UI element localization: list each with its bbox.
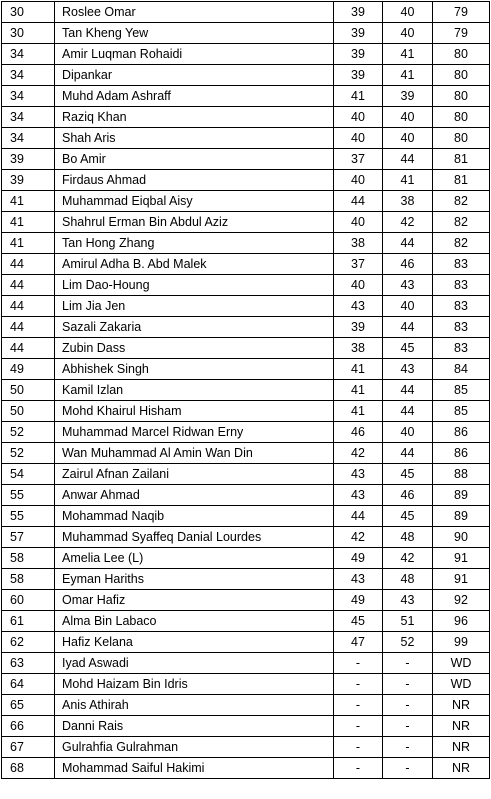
table-row <box>2 44 490 65</box>
player-name-cell: Mohd Khairul Hisham <box>55 401 334 422</box>
position-cell: 58 <box>2 569 55 590</box>
position-cell: 52 <box>2 443 55 464</box>
total-score-cell: 80 <box>433 86 490 107</box>
total-score-cell: 89 <box>433 506 490 527</box>
round-2-score-cell: - <box>383 674 433 695</box>
player-name-cell: Roslee Omar <box>55 2 334 23</box>
position-cell: 68 <box>2 758 55 779</box>
table-row <box>2 359 490 380</box>
player-name-cell: Zairul Afnan Zailani <box>55 464 334 485</box>
position-cell: 39 <box>2 170 55 191</box>
player-name-cell: Sazali Zakaria <box>55 317 334 338</box>
round-2-score-cell: 40 <box>383 107 433 128</box>
player-name-cell: Anis Athirah <box>55 695 334 716</box>
total-score-cell: NR <box>433 695 490 716</box>
round-1-score-cell: 43 <box>334 485 383 506</box>
round-2-score-cell: - <box>383 758 433 779</box>
round-1-score-cell: 39 <box>334 65 383 86</box>
total-score-cell: 80 <box>433 65 490 86</box>
round-1-score-cell: 39 <box>334 44 383 65</box>
total-score-cell: 80 <box>433 107 490 128</box>
total-score-cell: NR <box>433 737 490 758</box>
round-2-score-cell: - <box>383 695 433 716</box>
round-1-score-cell: 40 <box>334 170 383 191</box>
player-name-cell: Eyman Hariths <box>55 569 334 590</box>
table-row <box>2 128 490 149</box>
position-cell: 44 <box>2 296 55 317</box>
round-2-score-cell: 40 <box>383 128 433 149</box>
total-score-cell: 81 <box>433 170 490 191</box>
round-1-score-cell: 41 <box>334 359 383 380</box>
total-score-cell: 96 <box>433 611 490 632</box>
round-1-score-cell: 49 <box>334 548 383 569</box>
round-1-score-cell: 45 <box>334 611 383 632</box>
table-row <box>2 590 490 611</box>
total-score-cell: 82 <box>433 191 490 212</box>
round-2-score-cell: 44 <box>383 401 433 422</box>
table-row <box>2 464 490 485</box>
player-name-cell: Muhd Adam Ashraff <box>55 86 334 107</box>
player-name-cell: Dipankar <box>55 65 334 86</box>
position-cell: 30 <box>2 23 55 44</box>
round-1-score-cell: 44 <box>334 191 383 212</box>
player-name-cell: Muhammad Eiqbal Aisy <box>55 191 334 212</box>
round-1-score-cell: 41 <box>334 401 383 422</box>
table-row <box>2 170 490 191</box>
table-row <box>2 737 490 758</box>
round-2-score-cell: 38 <box>383 191 433 212</box>
round-2-score-cell: 39 <box>383 86 433 107</box>
table-row <box>2 632 490 653</box>
position-cell: 50 <box>2 380 55 401</box>
player-name-cell: Zubin Dass <box>55 338 334 359</box>
table-row <box>2 695 490 716</box>
player-name-cell: Muhammad Marcel Ridwan Erny <box>55 422 334 443</box>
total-score-cell: WD <box>433 674 490 695</box>
round-2-score-cell: 44 <box>383 149 433 170</box>
table-row <box>2 275 490 296</box>
player-name-cell: Abhishek Singh <box>55 359 334 380</box>
table-row <box>2 569 490 590</box>
player-name-cell: Lim Dao-Houng <box>55 275 334 296</box>
results-table-body <box>2 2 490 779</box>
round-1-score-cell: 49 <box>334 590 383 611</box>
round-1-score-cell: 40 <box>334 107 383 128</box>
total-score-cell: 82 <box>433 212 490 233</box>
round-2-score-cell: 43 <box>383 275 433 296</box>
round-2-score-cell: 42 <box>383 212 433 233</box>
total-score-cell: 89 <box>433 485 490 506</box>
position-cell: 67 <box>2 737 55 758</box>
round-2-score-cell: 44 <box>383 317 433 338</box>
position-cell: 62 <box>2 632 55 653</box>
round-1-score-cell: 41 <box>334 86 383 107</box>
table-row <box>2 674 490 695</box>
round-1-score-cell: 39 <box>334 317 383 338</box>
round-2-score-cell: 44 <box>383 380 433 401</box>
position-cell: 60 <box>2 590 55 611</box>
table-row <box>2 86 490 107</box>
position-cell: 52 <box>2 422 55 443</box>
table-row <box>2 758 490 779</box>
round-1-score-cell: 39 <box>334 23 383 44</box>
position-cell: 65 <box>2 695 55 716</box>
round-2-score-cell: 40 <box>383 296 433 317</box>
total-score-cell: 85 <box>433 401 490 422</box>
position-cell: 30 <box>2 2 55 23</box>
round-1-score-cell: - <box>334 737 383 758</box>
position-cell: 61 <box>2 611 55 632</box>
round-2-score-cell: 41 <box>383 65 433 86</box>
total-score-cell: 91 <box>433 548 490 569</box>
total-score-cell: WD <box>433 653 490 674</box>
round-2-score-cell: 45 <box>383 338 433 359</box>
total-score-cell: 83 <box>433 275 490 296</box>
total-score-cell: 88 <box>433 464 490 485</box>
player-name-cell: Mohd Haizam Bin Idris <box>55 674 334 695</box>
round-2-score-cell: 51 <box>383 611 433 632</box>
round-1-score-cell: 42 <box>334 527 383 548</box>
player-name-cell: Muhammad Syaffeq Danial Lourdes <box>55 527 334 548</box>
position-cell: 39 <box>2 149 55 170</box>
round-2-score-cell: 52 <box>383 632 433 653</box>
player-name-cell: Shahrul Erman Bin Abdul Aziz <box>55 212 334 233</box>
round-2-score-cell: 44 <box>383 233 433 254</box>
position-cell: 34 <box>2 86 55 107</box>
position-cell: 57 <box>2 527 55 548</box>
position-cell: 44 <box>2 275 55 296</box>
round-1-score-cell: 41 <box>334 380 383 401</box>
position-cell: 44 <box>2 338 55 359</box>
player-name-cell: Alma Bin Labaco <box>55 611 334 632</box>
round-1-score-cell: - <box>334 674 383 695</box>
total-score-cell: 86 <box>433 422 490 443</box>
total-score-cell: 83 <box>433 254 490 275</box>
player-name-cell: Anwar Ahmad <box>55 485 334 506</box>
total-score-cell: 90 <box>433 527 490 548</box>
round-2-score-cell: - <box>383 653 433 674</box>
round-1-score-cell: 47 <box>334 632 383 653</box>
total-score-cell: 99 <box>433 632 490 653</box>
total-score-cell: 86 <box>433 443 490 464</box>
position-cell: 54 <box>2 464 55 485</box>
round-2-score-cell: 45 <box>383 506 433 527</box>
table-row <box>2 611 490 632</box>
table-row <box>2 716 490 737</box>
total-score-cell: 84 <box>433 359 490 380</box>
round-2-score-cell: - <box>383 716 433 737</box>
player-name-cell: Wan Muhammad Al Amin Wan Din <box>55 443 334 464</box>
table-row <box>2 422 490 443</box>
player-name-cell: Lim Jia Jen <box>55 296 334 317</box>
table-row <box>2 527 490 548</box>
total-score-cell: 85 <box>433 380 490 401</box>
round-2-score-cell: - <box>383 737 433 758</box>
round-2-score-cell: 48 <box>383 527 433 548</box>
round-1-score-cell: 40 <box>334 275 383 296</box>
position-cell: 50 <box>2 401 55 422</box>
table-row <box>2 191 490 212</box>
table-row <box>2 485 490 506</box>
total-score-cell: 81 <box>433 149 490 170</box>
table-row <box>2 317 490 338</box>
round-2-score-cell: 48 <box>383 569 433 590</box>
round-1-score-cell: - <box>334 758 383 779</box>
total-score-cell: 79 <box>433 2 490 23</box>
player-name-cell: Bo Amir <box>55 149 334 170</box>
round-2-score-cell: 46 <box>383 254 433 275</box>
player-name-cell: Amir Luqman Rohaidi <box>55 44 334 65</box>
position-cell: 34 <box>2 65 55 86</box>
total-score-cell: NR <box>433 716 490 737</box>
table-row <box>2 254 490 275</box>
round-2-score-cell: 41 <box>383 170 433 191</box>
round-2-score-cell: 43 <box>383 359 433 380</box>
player-name-cell: Hafiz Kelana <box>55 632 334 653</box>
player-name-cell: Iyad Aswadi <box>55 653 334 674</box>
round-1-score-cell: 44 <box>334 506 383 527</box>
table-row <box>2 2 490 23</box>
player-name-cell: Amirul Adha B. Abd Malek <box>55 254 334 275</box>
position-cell: 55 <box>2 506 55 527</box>
table-row <box>2 443 490 464</box>
table-row <box>2 338 490 359</box>
position-cell: 44 <box>2 254 55 275</box>
round-2-score-cell: 46 <box>383 485 433 506</box>
position-cell: 66 <box>2 716 55 737</box>
total-score-cell: NR <box>433 758 490 779</box>
round-2-score-cell: 43 <box>383 590 433 611</box>
table-row <box>2 23 490 44</box>
player-name-cell: Danni Rais <box>55 716 334 737</box>
table-row <box>2 296 490 317</box>
round-2-score-cell: 40 <box>383 2 433 23</box>
round-1-score-cell: 43 <box>334 464 383 485</box>
position-cell: 34 <box>2 107 55 128</box>
player-name-cell: Gulrahfia Gulrahman <box>55 737 334 758</box>
round-1-score-cell: 42 <box>334 443 383 464</box>
round-1-score-cell: - <box>334 716 383 737</box>
position-cell: 41 <box>2 212 55 233</box>
round-1-score-cell: 46 <box>334 422 383 443</box>
round-1-score-cell: 43 <box>334 296 383 317</box>
position-cell: 41 <box>2 191 55 212</box>
total-score-cell: 83 <box>433 338 490 359</box>
table-row <box>2 233 490 254</box>
total-score-cell: 79 <box>433 23 490 44</box>
table-row <box>2 107 490 128</box>
results-table <box>1 1 490 779</box>
position-cell: 41 <box>2 233 55 254</box>
total-score-cell: 83 <box>433 317 490 338</box>
player-name-cell: Mohammad Naqib <box>55 506 334 527</box>
player-name-cell: Tan Hong Zhang <box>55 233 334 254</box>
round-1-score-cell: 38 <box>334 233 383 254</box>
table-row <box>2 380 490 401</box>
position-cell: 58 <box>2 548 55 569</box>
round-1-score-cell: 37 <box>334 254 383 275</box>
round-2-score-cell: 45 <box>383 464 433 485</box>
player-name-cell: Mohammad Saiful Hakimi <box>55 758 334 779</box>
round-1-score-cell: 40 <box>334 128 383 149</box>
position-cell: 55 <box>2 485 55 506</box>
round-2-score-cell: 44 <box>383 443 433 464</box>
position-cell: 34 <box>2 44 55 65</box>
round-1-score-cell: 40 <box>334 212 383 233</box>
total-score-cell: 80 <box>433 128 490 149</box>
total-score-cell: 82 <box>433 233 490 254</box>
player-name-cell: Shah Aris <box>55 128 334 149</box>
position-cell: 49 <box>2 359 55 380</box>
total-score-cell: 91 <box>433 569 490 590</box>
round-1-score-cell: 38 <box>334 338 383 359</box>
player-name-cell: Kamil Izlan <box>55 380 334 401</box>
table-row <box>2 548 490 569</box>
round-1-score-cell: 43 <box>334 569 383 590</box>
round-1-score-cell: 37 <box>334 149 383 170</box>
round-1-score-cell: - <box>334 695 383 716</box>
round-1-score-cell: - <box>334 653 383 674</box>
player-name-cell: Tan Kheng Yew <box>55 23 334 44</box>
round-2-score-cell: 41 <box>383 44 433 65</box>
position-cell: 64 <box>2 674 55 695</box>
player-name-cell: Amelia Lee (L) <box>55 548 334 569</box>
table-row <box>2 65 490 86</box>
player-name-cell: Firdaus Ahmad <box>55 170 334 191</box>
round-2-score-cell: 40 <box>383 422 433 443</box>
table-row <box>2 653 490 674</box>
round-1-score-cell: 39 <box>334 2 383 23</box>
round-2-score-cell: 40 <box>383 23 433 44</box>
table-row <box>2 401 490 422</box>
player-name-cell: Omar Hafiz <box>55 590 334 611</box>
table-row <box>2 506 490 527</box>
total-score-cell: 83 <box>433 296 490 317</box>
table-row <box>2 212 490 233</box>
position-cell: 63 <box>2 653 55 674</box>
total-score-cell: 92 <box>433 590 490 611</box>
player-name-cell: Raziq Khan <box>55 107 334 128</box>
position-cell: 44 <box>2 317 55 338</box>
round-2-score-cell: 42 <box>383 548 433 569</box>
table-row <box>2 149 490 170</box>
position-cell: 34 <box>2 128 55 149</box>
total-score-cell: 80 <box>433 44 490 65</box>
